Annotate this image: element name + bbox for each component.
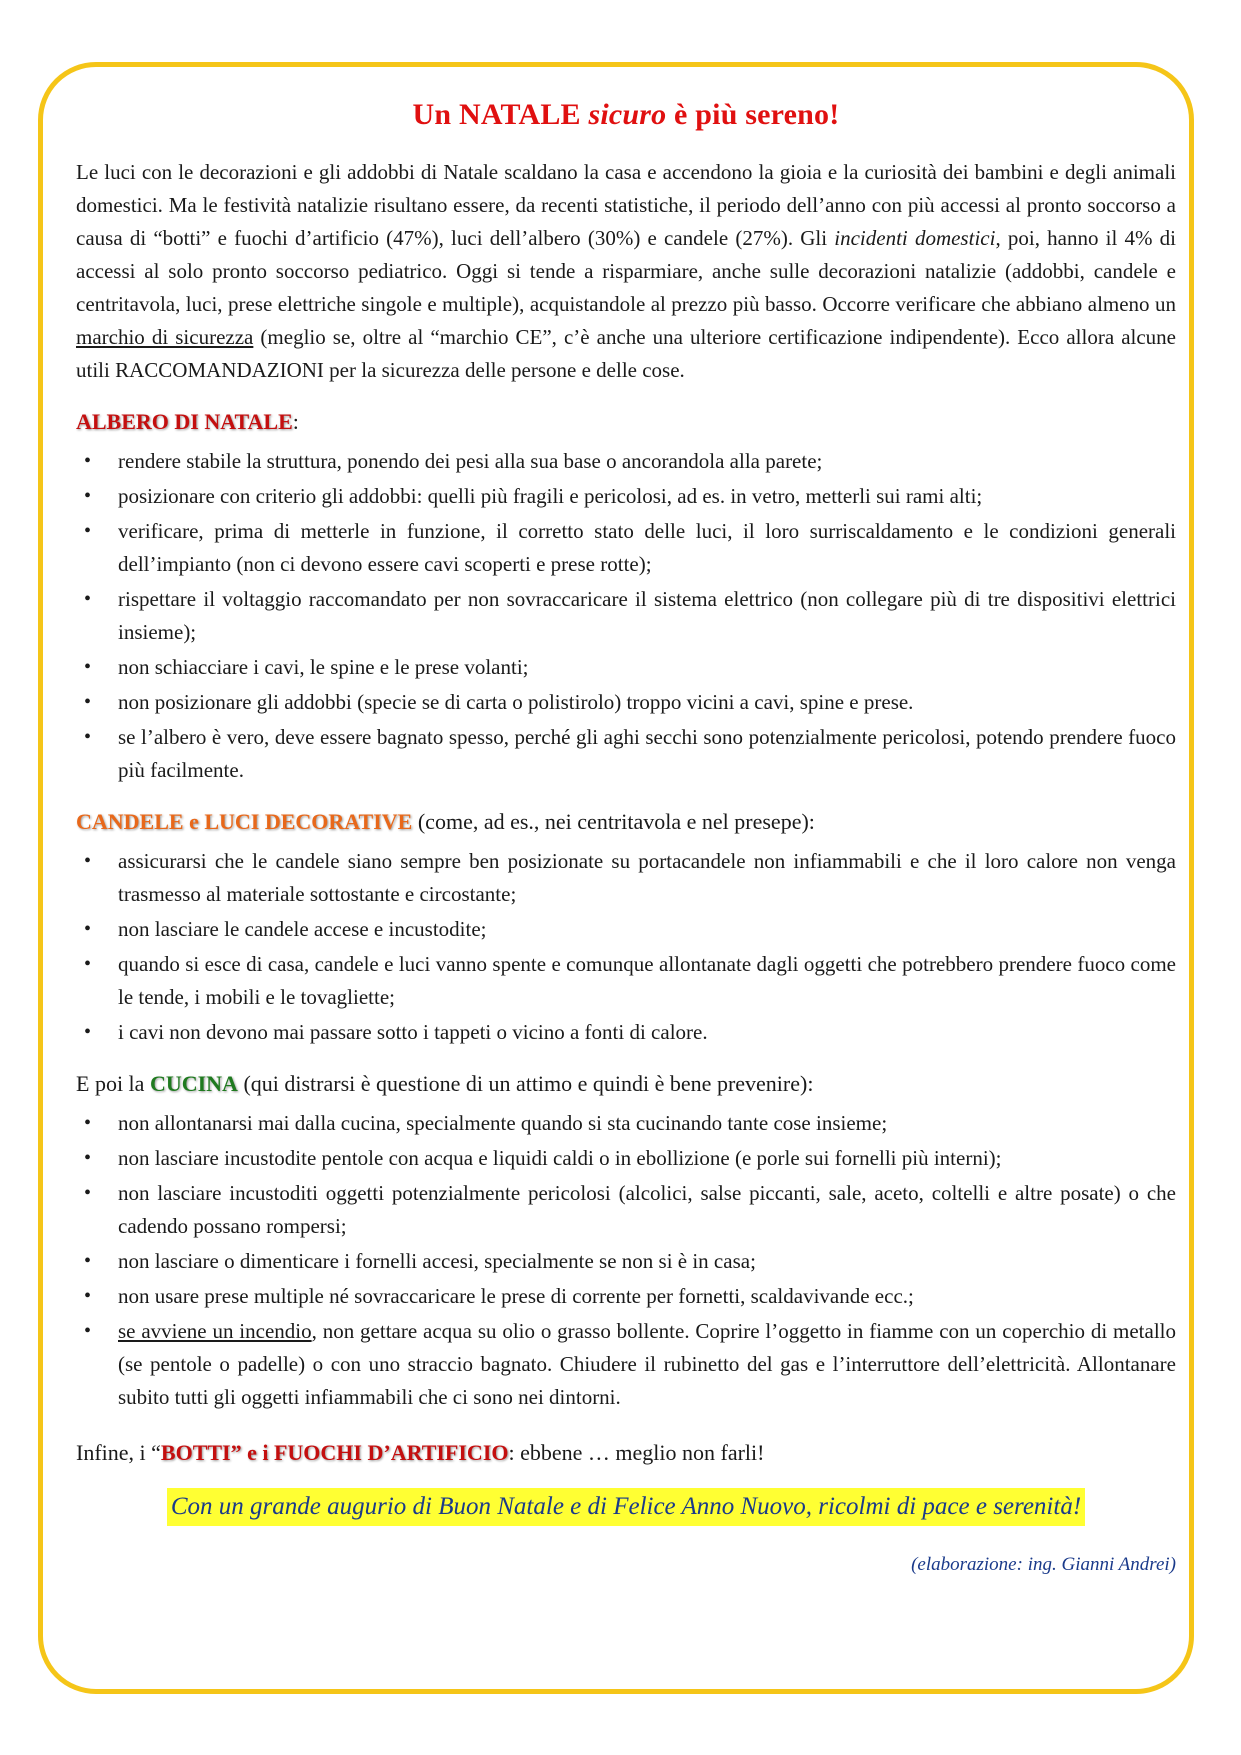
list-item-text: posizionare con criterio gli addobbi: quelli più fragili e pericolosi, ad es. in vetro, metterli sui rami alti; <box>118 484 983 508</box>
cucina-label: CUCINA <box>149 1071 238 1096</box>
bullet-icon: • <box>84 450 92 472</box>
list-item-text: non lasciare le candele accese e incustodite; <box>118 917 487 941</box>
title-part: è più sereno! <box>666 98 840 131</box>
bullet-icon: • <box>84 1320 92 1342</box>
cucina-list <box>76 1107 1176 1414</box>
intro-text: , poi, hanno il 4% di accessi al solo pronto soccorso pediatrico. Oggi si tende a risparmiare, anche sulle decorazioni natalizie (addobbi, candele e centritavola, luci, prese elettriche singole e multiple), acquistandole al prezzo più basso. Occorre verificare che abbiano almeno un <box>76 226 1177 316</box>
list-item <box>76 651 1176 684</box>
list-item <box>76 1245 1176 1278</box>
list-item <box>76 686 1176 719</box>
heading-suffix: (come, ad es., nei centritavola e nel presepe): <box>412 809 815 834</box>
heading-suffix: : <box>292 409 299 434</box>
bullet-icon: • <box>84 656 92 678</box>
list-item-text: , non gettare acqua su olio o grasso bollente. Coprire l’oggetto in fiamme con un coperchio di metallo (se pentole o padelle) o con uno straccio bagnato. Chiudere il rubinetto del gas e l’interruttore dell’elettricità. Allontanare subito tutti gli oggetti infiammabili che ci sono nei dintorni. <box>118 1319 1176 1409</box>
intro-underline: marchio di sicurezza <box>76 325 254 349</box>
bullet-icon: • <box>84 1250 92 1272</box>
intro-italic: incidenti domestici <box>834 226 996 250</box>
bullet-icon: • <box>84 918 92 940</box>
list-item-text: rispettare il voltaggio raccomandato per non sovraccaricare il sistema elettrico (non collegare più di tre dispositivi elettrici insieme); <box>118 587 1176 644</box>
section-heading-candele <box>76 807 1176 837</box>
bullet-icon: • <box>84 485 92 507</box>
intro-paragraph <box>76 156 1176 387</box>
list-item-text: verificare, prima di metterle in funzione, il corretto stato delle luci, il loro surriscaldamento e le condizioni generali dell’impianto (non ci devono essere cavi scoperti e prese rotte); <box>118 519 1176 576</box>
wishes-container <box>76 1488 1176 1526</box>
list-item <box>76 1280 1176 1313</box>
bullet-icon: • <box>84 1021 92 1043</box>
list-item <box>76 1315 1176 1414</box>
list-item <box>76 1107 1176 1140</box>
bullet-icon: • <box>84 726 92 748</box>
bullet-icon: • <box>84 588 92 610</box>
heading-suffix: (qui distrarsi è questione di un attimo e quindi è bene prevenire): <box>237 1071 814 1096</box>
author-credit: (elaborazione: ing. Gianni Andrei) <box>911 1554 1176 1575</box>
list-item-text: se l’albero è vero, deve essere bagnato spesso, perché gli aghi secchi sono potenzialmente pericolosi, potendo prendere fuoco più facilmente. <box>118 725 1176 782</box>
bullet-icon: • <box>84 850 92 872</box>
list-item <box>76 948 1176 1014</box>
list-item <box>76 1177 1176 1243</box>
list-item-text: non allontanarsi mai dalla cucina, specialmente quando si sta cucinando tante cose insieme; <box>118 1111 888 1135</box>
list-item-text: non lasciare incustoditi oggetti potenzialmente pericolosi (alcolici, salse piccanti, sale, aceto, coltelli e altre posate) o che cadendo possano rompersi; <box>118 1181 1176 1238</box>
list-item-text: assicurarsi che le candele siano sempre ben posizionate su portacandele non infiammabili e che il loro calore non venga trasmesso al materiale sottostante e circostante; <box>118 849 1176 906</box>
section-heading-cucina <box>76 1069 1176 1099</box>
document-body <box>76 88 1176 1576</box>
list-item <box>76 480 1176 513</box>
list-item-text: non posizionare gli addobbi (specie se di carta o polistirolo) troppo vicini a cavi, spine e prese. <box>118 690 914 714</box>
document-title <box>76 98 1176 132</box>
wishes-banner: Con un grande augurio di Buon Natale e di Felice Anno Nuovo, ricolmi di pace e serenità! <box>167 1488 1085 1526</box>
list-item <box>76 721 1176 787</box>
bullet-icon: • <box>84 1112 92 1134</box>
closing-line <box>76 1438 1176 1468</box>
list-item <box>76 583 1176 649</box>
closing-prefix: Infine, i “ <box>76 1440 161 1465</box>
albero-list <box>76 445 1176 787</box>
list-item <box>76 1142 1176 1175</box>
heading-prefix: E poi la <box>76 1071 150 1096</box>
list-item <box>76 515 1176 581</box>
intro-text: Le luci con le decorazioni e gli addobbi di Natale scaldano la casa e accendono la gioia e la curiosità dei bambini e degli animali domestici. Ma le festività natalizie risultano essere, da recenti statistiche, il periodo dell’anno con più accessi al pronto soccorso a causa di “botti” e fuochi d’artificio (47%), luci dell’albero (30%) e candele (27%). Gli <box>76 160 1176 250</box>
list-item <box>76 1016 1176 1049</box>
bullet-icon: • <box>84 1182 92 1204</box>
list-item-text: non lasciare incustodite pentole con acqua e liquidi caldi o in ebollizione (e porle sui fornelli più interni); <box>118 1146 1002 1170</box>
underline-text: se avviene un incendio <box>118 1319 312 1343</box>
bullet-icon: • <box>84 1285 92 1307</box>
bullet-icon: • <box>84 691 92 713</box>
intro-text: (meglio se, oltre al “marchio CE”, c’è anche una ulteriore certificazione indipendente). Ecco allora alcune utili RACCOMANDAZIONI per la sicurezza delle persone e delle cose. <box>76 325 1176 382</box>
closing-suffix: : ebbene … meglio non farli! <box>508 1440 765 1465</box>
list-item-text: non lasciare o dimenticare i fornelli accesi, specialmente se non si è in casa; <box>118 1249 756 1273</box>
title-italic: sicuro <box>588 98 667 131</box>
bullet-icon: • <box>84 953 92 975</box>
list-item-text: non usare prese multiple né sovraccaricare le prese di corrente per fornetti, scaldavivande ecc.; <box>118 1284 914 1308</box>
list-item-text: i cavi non devono mai passare sotto i tappeti o vicino a fonti di calore. <box>118 1020 708 1044</box>
list-item-text: quando si esce di casa, candele e luci vanno spente e comunque allontanate dagli oggetti che potrebbero prendere fuoco come le tende, i mobili e le tovagliette; <box>118 952 1176 1009</box>
bullet-icon: • <box>84 520 92 542</box>
candele-list <box>76 845 1176 1049</box>
closing-highlight: BOTTI” e i FUOCHI D’ARTIFICIO <box>160 1440 509 1465</box>
list-item <box>76 913 1176 946</box>
bullet-icon: • <box>84 1147 92 1169</box>
list-item <box>76 445 1176 478</box>
candele-label: CANDELE e LUCI DECORATIVE <box>76 809 413 834</box>
section-heading-albero <box>76 407 1176 437</box>
title-part: Un NATALE <box>412 98 589 131</box>
list-item-text: non schiacciare i cavi, le spine e le prese volanti; <box>118 655 529 679</box>
list-item <box>76 845 1176 911</box>
albero-label: ALBERO DI NATALE <box>76 409 293 434</box>
list-item-text: rendere stabile la struttura, ponendo dei pesi alla sua base o ancorandola alla parete; <box>118 449 823 473</box>
